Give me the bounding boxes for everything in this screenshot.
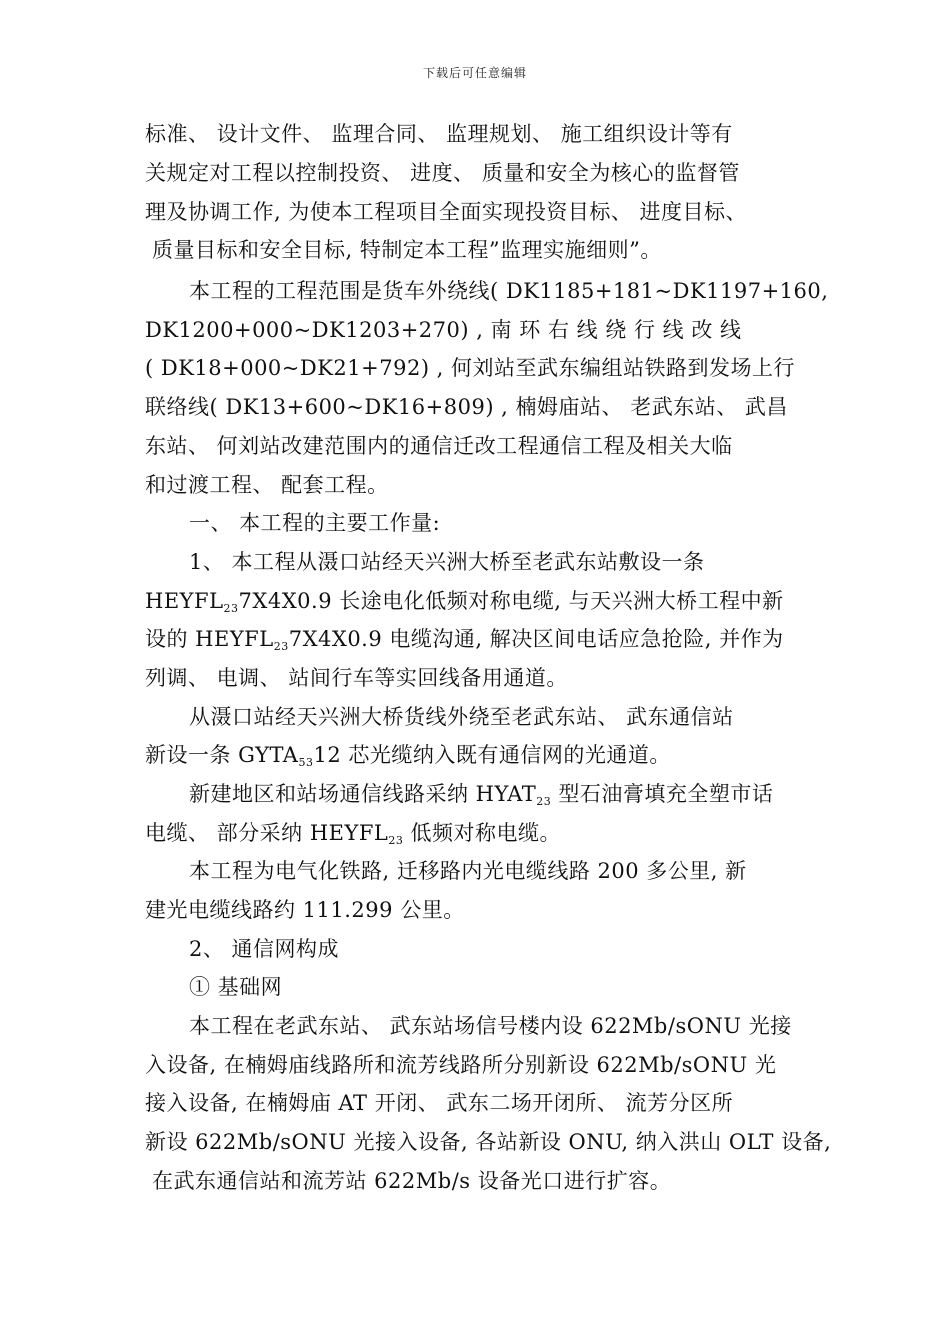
text-line: 本工程在老武东站、 武东站场信号楼内设 622Mb/sONU 光接 — [189, 1014, 792, 1038]
page-header: 下载后可任意编辑 — [422, 66, 527, 80]
text-line: 电缆、 部分采纳 $HEYFL_{23}$ 低频对称电缆。 — [145, 821, 562, 847]
text-line: $HEYFL_{23}7X4X0.9$ 长途电化低频对称电缆, 与天兴洲大桥工程中新 — [145, 589, 784, 615]
section-heading: 2、 通信网构成 — [189, 937, 340, 961]
text-line: 新设一条 $GYTA_{53}12$ 芯光缆纳入既有通信网的光通道。 — [145, 743, 671, 769]
text-line: 从滠口站经天兴洲大桥货线外绕至老武东站、 武东通信站 — [189, 705, 734, 729]
text-line: 本工程的工程范围是货车外绕线( DK1185+181~DK1197+160, — [189, 279, 829, 303]
text-line: 接入设备, 在楠姆庙 AT 开闭、 武东二场开闭所、 流芳分区所 — [145, 1091, 734, 1115]
section-heading: 一、 本工程的主要工作量: — [189, 511, 441, 535]
text-line: 本工程为电气化铁路, 迁移路内光电缆线路 200 多公里, 新 — [189, 859, 747, 883]
text-line: 建光电缆线路约 111.299 公里。 — [145, 898, 465, 922]
text-line: 入设备, 在楠姆庙线路所和流芳线路所分别新设 622Mb/sONU 光 — [145, 1053, 777, 1077]
subsection-heading: ① 基础网 — [189, 975, 283, 999]
text-line: 联络线( DK13+600~DK16+809) , 楠姆庙站、 老武东站、 武昌 — [145, 395, 788, 419]
text-line: 设的 $HEYFL_{23}7X4X0.9$ 电缆沟通, 解决区间电话应急抢险, 并作为 — [145, 627, 784, 653]
text-line: DK1200+000~DK1203+270) , 南 环 右 线 绕 行 线 改 线 — [145, 318, 742, 342]
text-line: ( DK18+000~DK21+792) , 何刘站至武东编组站铁路到发场上行 — [145, 356, 796, 380]
text-line: 列调、 电调、 站间行车等实回线备用通道。 — [145, 666, 568, 690]
text-line: 和过渡工程、 配套工程。 — [145, 473, 389, 497]
text-line: 理及协调工作, 为使本工程项目全面实现投资目标、 进度目标、 — [145, 200, 748, 224]
text-line: 新设 622Mb/sONU 光接入设备, 各站新设 ONU, 纳入洪山 OLT 设备, — [145, 1130, 832, 1154]
text-line: 1、 本工程从滠口站经天兴洲大桥至老武东站敷设一条 — [189, 550, 705, 574]
text-line: 东站、 何刘站改建范围内的通信迁改工程通信工程及相关大临 — [145, 434, 733, 458]
text-line: 关规定对工程以控制投资、 进度、 质量和安全为核心的监督管 — [145, 161, 740, 185]
text-line: 标准、 设计文件、 监理合同、 监理规划、 施工组织设计等有 — [145, 122, 733, 146]
text-line: 在武东通信站和流芳站 622Mb/s 设备光口进行扩容。 — [152, 1169, 672, 1193]
text-line: 质量目标和安全目标, 特制定本工程”监理实施细则”。 — [152, 238, 662, 262]
text-line: 新建地区和站场通信线路采纳 $HYAT_{23}$ 型石油膏填充全塑市话 — [189, 782, 774, 808]
